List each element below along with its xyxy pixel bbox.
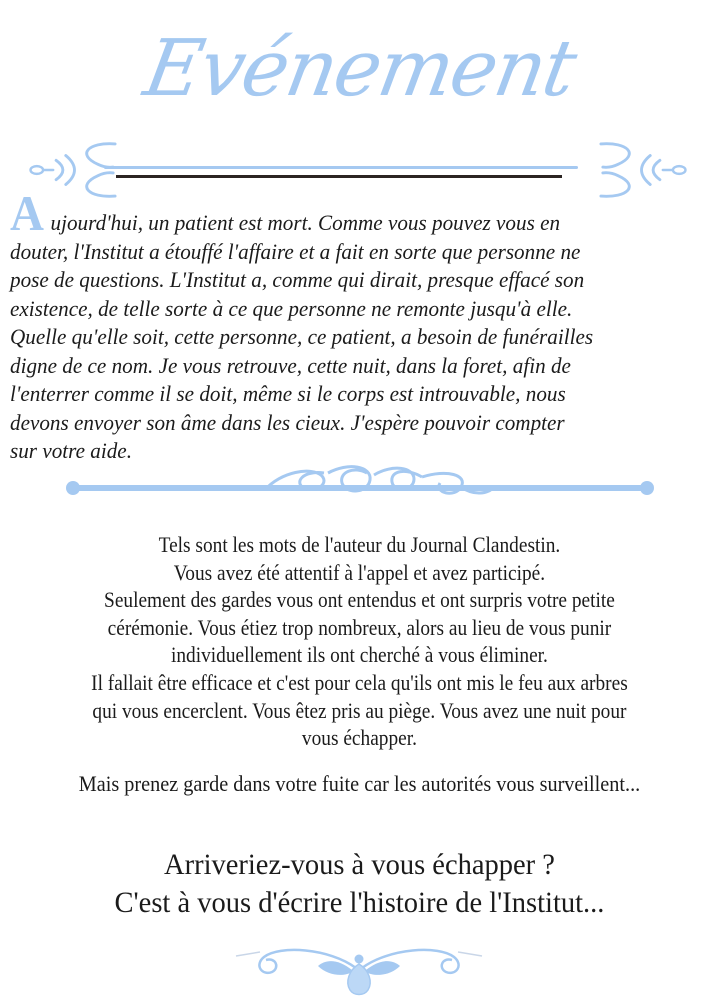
body-paragraph: [43, 531, 676, 752]
warning-text: Mais prenez garde dans votre fuite car les autorités vous surveillent...: [78, 771, 641, 796]
intro-line: Aujourd'hui, un patient est mort. Comme vous pouvez vous en: [10, 185, 561, 241]
swirl-divider-icon: [60, 460, 660, 512]
finale-line: C'est à vous d'écrire l'histoire de l'Institut...: [114, 885, 605, 919]
body-line: individuellement ils ont cherché à vous éliminer.: [170, 642, 548, 668]
header-rule-dark: [116, 175, 562, 178]
header-rule-blue: [104, 166, 578, 169]
body-line: Vous avez été attentif à l'appel et avez participé.: [173, 559, 546, 585]
page-title: Evénement: [137, 24, 582, 114]
intro-line: sur votre aide.: [10, 438, 132, 463]
intro-paragraph: [10, 185, 676, 466]
intro-line: existence, de telle sorte à ce que personne ne remonte jusqu'à elle.: [10, 295, 573, 321]
body-line: Seulement des gardes vous ont entendus et ont surpris votre petite: [104, 587, 615, 613]
intro-line: Quelle qu'elle soit, cette personne, ce patient, a besoin de funérailles: [10, 324, 594, 349]
intro-line: douter, l'Institut a étouffé l'affaire et a fait en sorte que personne ne: [10, 238, 581, 264]
header-flourish-right-icon: [596, 141, 688, 199]
intro-line: l'enterrer comme il se doit, même si le corps est introuvable, nous: [10, 381, 566, 406]
body-line: Il fallait être efficace et c'est pour cela qu'ils ont mis le feu aux arbres: [91, 669, 628, 695]
closing-question: [18, 846, 701, 921]
body-line: cérémonie. Vous étiez trop nombreux, alors au lieu de vous punir: [107, 614, 612, 640]
intro-line: pose de questions. L'Institut a, comme qui dirait, presque effacé son: [10, 267, 585, 292]
body-line: qui vous encerclent. Vous êtez pris au piège. Vous avez une nuit pour: [92, 697, 627, 723]
finale-line: Arriveriez-vous à vous échapper ?: [164, 848, 555, 881]
body-line: Tels sont les mots de l'auteur du Journal Clandestin.: [158, 532, 561, 557]
body-line: vous échapper.: [301, 725, 417, 751]
intro-initial-cap: A: [10, 185, 44, 241]
intro-line: devons envoyer son âme dans les cieux. J'espère pouvoir compter: [10, 409, 565, 435]
bottom-flourish-icon: [234, 933, 484, 997]
intro-line: digne de ce nom. Je vous retrouve, cette nuit, dans la foret, afin de: [10, 352, 571, 378]
